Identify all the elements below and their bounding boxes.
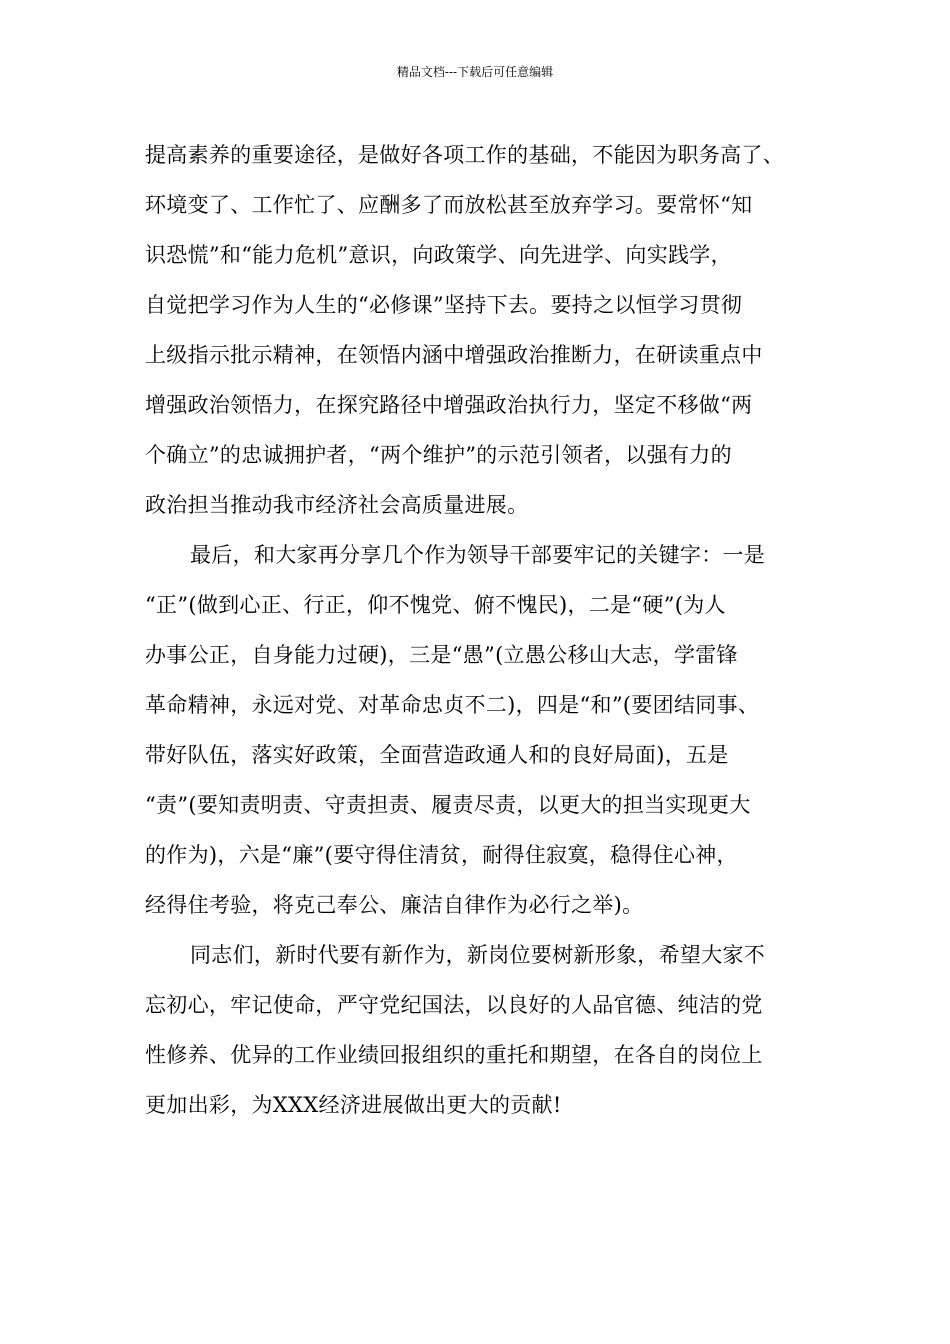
- text-line: 政治担当推动我市经济社会高质量进展。: [145, 493, 529, 517]
- text-line: 经得住考验，将克己奉公、廉洁自律作为必行之举)。: [145, 893, 644, 917]
- text-line: 上级指示批示精神，在领悟内涵中增强政治推断力，在研读重点中: [145, 343, 763, 367]
- text-line: 忘初心，牢记使命，严守党纪国法，以良好的人品官德、纯洁的党: [145, 993, 763, 1017]
- text-line: 提高素养的重要途径，是做好各项工作的基础，不能因为职务高了、: [145, 143, 784, 167]
- text-line: “责”(要知责明责、守责担责、履责尽责，以更大的担当实现更大: [145, 793, 751, 817]
- text-line: 性修养、优异的工作业绩回报组织的重托和期望，在各自的岗位上: [145, 1043, 763, 1067]
- text-line: 革命精神，永远对党、对革命忠贞不二)，四是“和”(要团结同事、: [145, 693, 760, 717]
- document-body: [145, 130, 835, 1130]
- text-line: 更加出彩，为XXX经济进展做出更大的贡献!: [145, 1093, 562, 1117]
- text-line: 识恐慌”和“能力危机”意识，向政策学、向先进学、向实践学，: [145, 243, 732, 267]
- paragraph-first-line: 同志们，新时代要有新作为，新岗位要树新形象，希望大家不: [190, 943, 766, 967]
- text-line: 自觉把学习作为人生的“必修课”坚持下去。要持之以恒学习贯彻: [145, 293, 743, 317]
- text-line: “正”(做到心正、行正，仰不愧党、俯不愧民)，二是“硬”(为人: [145, 593, 726, 617]
- text-line: 带好队伍，落实好政策，全面营造政通人和的良好局面)，五是: [145, 743, 729, 767]
- text-line: 环境变了、工作忙了、应酬多了而放松甚至放弃学习。要常怀“知: [145, 193, 753, 217]
- text-line: 增强政治领悟力，在探究路径中增强政治执行力，坚定不移做“两: [145, 393, 753, 417]
- page-header: 精品文档---下载后可任意编辑: [396, 65, 554, 79]
- text-line: 个确立”的忠诚拥护者，“两个维护”的示范引领者，以强有力的: [145, 443, 732, 467]
- text-line: 办事公正，自身能力过硬)，三是“愚”(立愚公移山大志，学雷锋: [145, 643, 738, 667]
- paragraph-first-line: 最后，和大家再分享几个作为领导干部要牢记的关键字：一是: [190, 543, 766, 567]
- text-line: 的作为)，六是“廉”(要守得住清贫，耐得住寂寞，稳得住心神，: [145, 843, 738, 867]
